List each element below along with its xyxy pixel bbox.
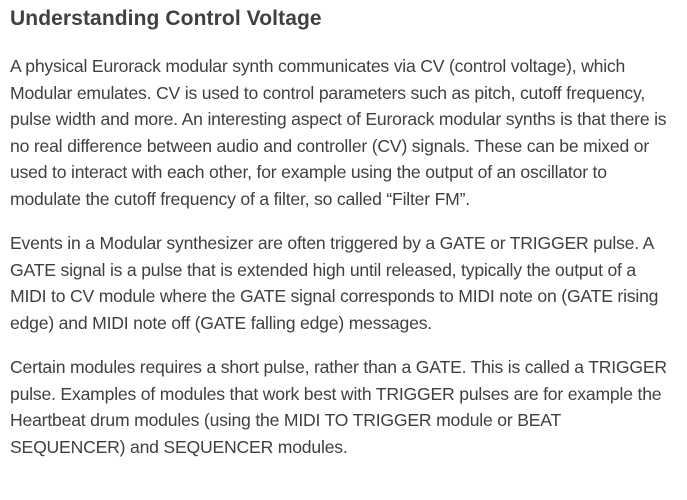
paragraph-trigger-pulse: Certain modules requires a short pulse, rather than a GATE. This is called a TRIGGER pulse. Examples of modules that work best with TRIGGER pulses are for example the Heartbeat drum modules (using the MIDI TO TRIGGER module or BEAT SEQUENCER) and SEQUENCER modules. [10, 357, 667, 457]
paragraph-gate-trigger: Events in a Modular synthesizer are often triggered by a GATE or TRIGGER pulse. A GATE signal is a pulse that is extended high until released, typically the output of a MIDI to CV module where the GATE signal corresponds to MIDI note on (GATE rising edge) and MIDI note off (GATE falling edge) messages. [10, 233, 659, 333]
paragraph-control-voltage: A physical Eurorack modular synth communicates via CV (control voltage), which Modular emulates. CV is used to control parameters such as pitch, cutoff frequency, pulse width and more. An interesting aspect of Eurorack modular synths is that there is no real difference between audio and controller (CV) signals. These can be mixed or used to interact with each other, for example using the output of an oscillator to modulate the cutoff frequency of a filter, so called “Filter FM”. [10, 56, 667, 209]
article-title: Understanding Control Voltage [10, 7, 322, 30]
